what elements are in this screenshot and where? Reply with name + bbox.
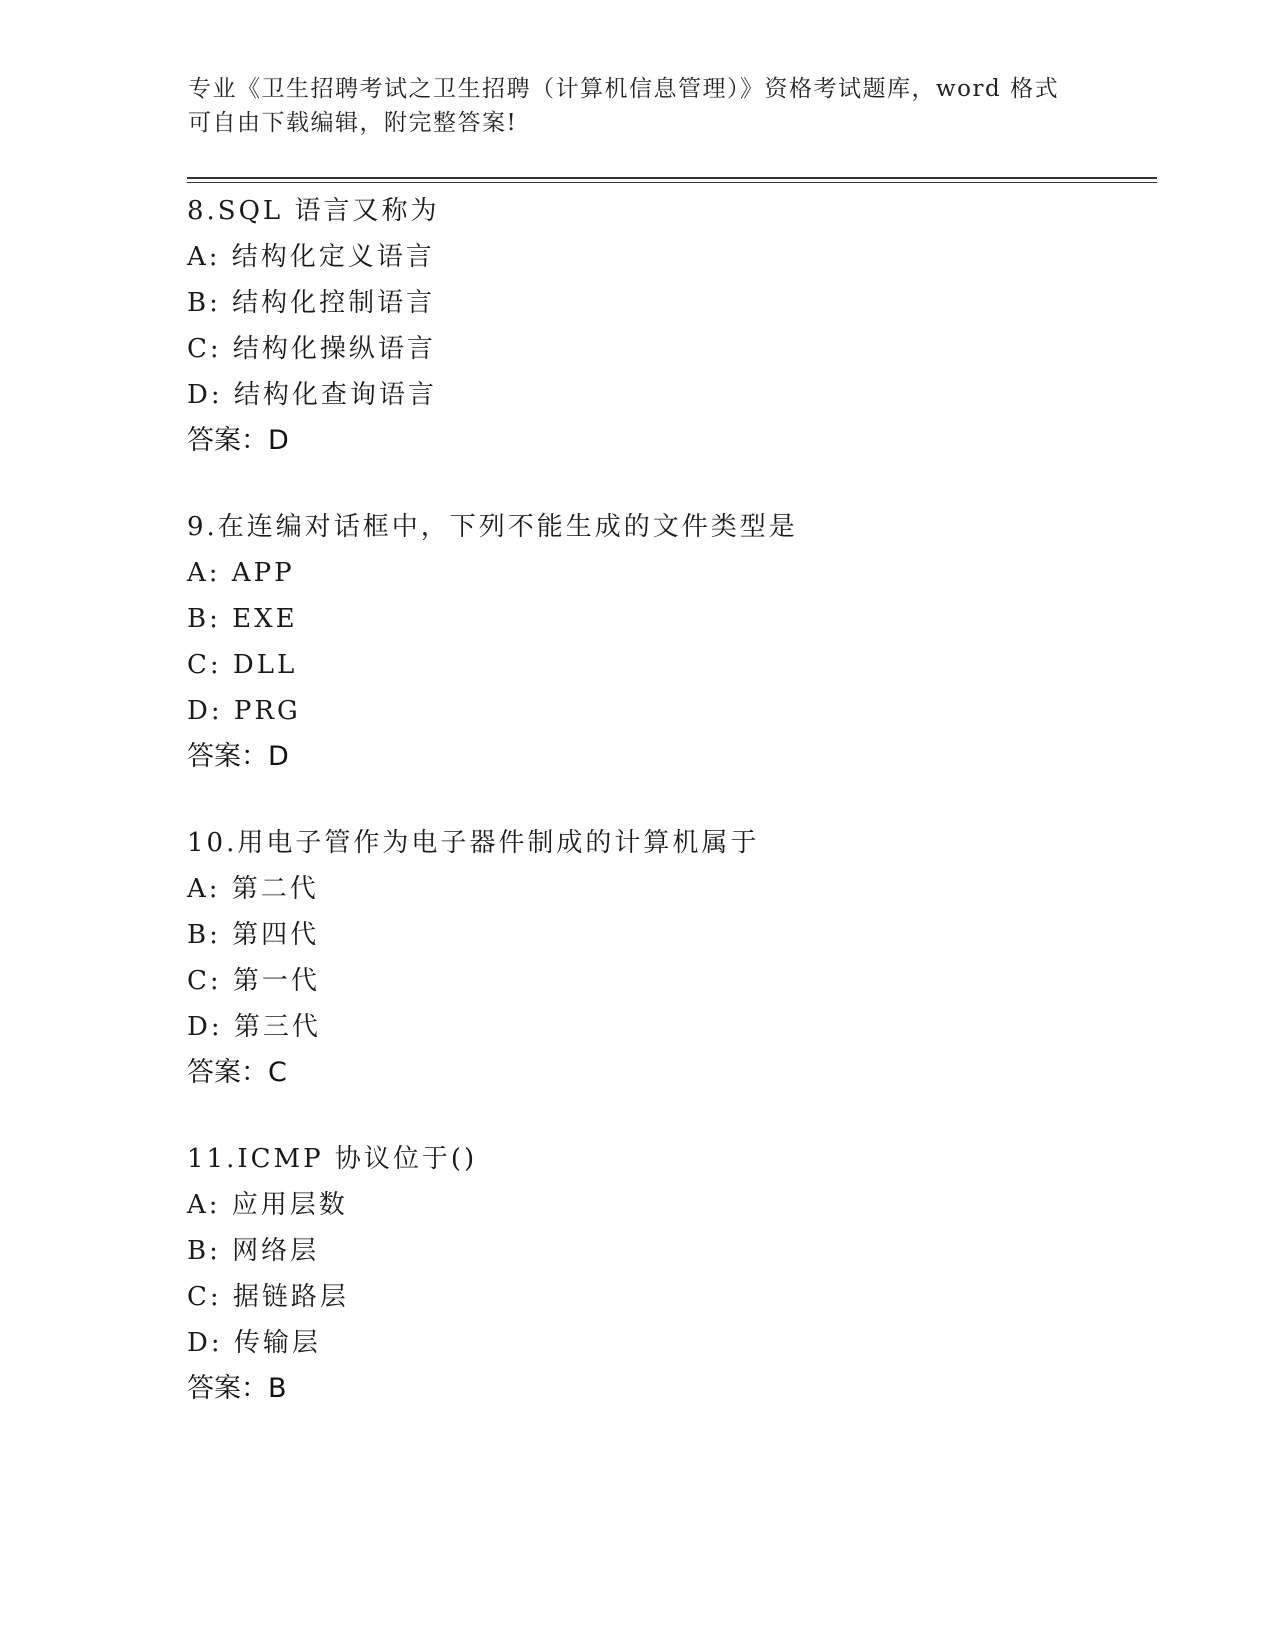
question-stem: 10.用电子管作为电子器件制成的计算机属于 bbox=[187, 828, 760, 858]
option-c: C: 第一代 bbox=[187, 966, 320, 996]
answer: 答案：C bbox=[187, 1057, 287, 1088]
question-10 bbox=[187, 820, 1147, 1096]
question-stem: 11.ICMP 协议位于() bbox=[187, 1144, 478, 1174]
question-8 bbox=[187, 188, 1147, 464]
option-b: B: EXE bbox=[187, 604, 298, 634]
header-line-2: 可自由下载编辑，附完整答案! bbox=[188, 110, 518, 136]
option-a: A: APP bbox=[187, 558, 295, 588]
header-divider-thin bbox=[187, 182, 1157, 183]
option-d: D: 第三代 bbox=[187, 1012, 321, 1042]
option-d: D: 传输层 bbox=[187, 1328, 321, 1358]
document-header bbox=[188, 72, 1088, 140]
option-c: C: 据链路层 bbox=[187, 1282, 349, 1312]
answer: 答案：D bbox=[187, 741, 289, 772]
option-a: A: 结构化定义语言 bbox=[187, 242, 435, 272]
option-a: A: 第二代 bbox=[187, 874, 319, 904]
answer: 答案：B bbox=[187, 1373, 287, 1404]
header-divider-thick bbox=[187, 177, 1157, 179]
option-c: C: 结构化操纵语言 bbox=[187, 334, 436, 364]
question-list bbox=[187, 188, 1147, 1412]
option-d: D: 结构化查询语言 bbox=[187, 380, 437, 410]
option-b: B: 网络层 bbox=[187, 1236, 320, 1266]
question-stem: 8.SQL 语言又称为 bbox=[187, 196, 440, 226]
option-a: A: 应用层数 bbox=[187, 1190, 348, 1220]
option-d: D: PRG bbox=[187, 696, 301, 726]
answer: 答案：D bbox=[187, 425, 289, 456]
question-9 bbox=[187, 504, 1147, 780]
option-c: C: DLL bbox=[187, 650, 298, 680]
header-line-1: 专业《卫生招聘考试之卫生招聘（计算机信息管理）》资格考试题库，word 格式 bbox=[188, 76, 1060, 102]
question-stem: 9.在连编对话框中，下列不能生成的文件类型是 bbox=[187, 512, 798, 542]
option-b: B: 结构化控制语言 bbox=[187, 288, 436, 318]
question-11 bbox=[187, 1136, 1147, 1412]
option-b: B: 第四代 bbox=[187, 920, 320, 950]
